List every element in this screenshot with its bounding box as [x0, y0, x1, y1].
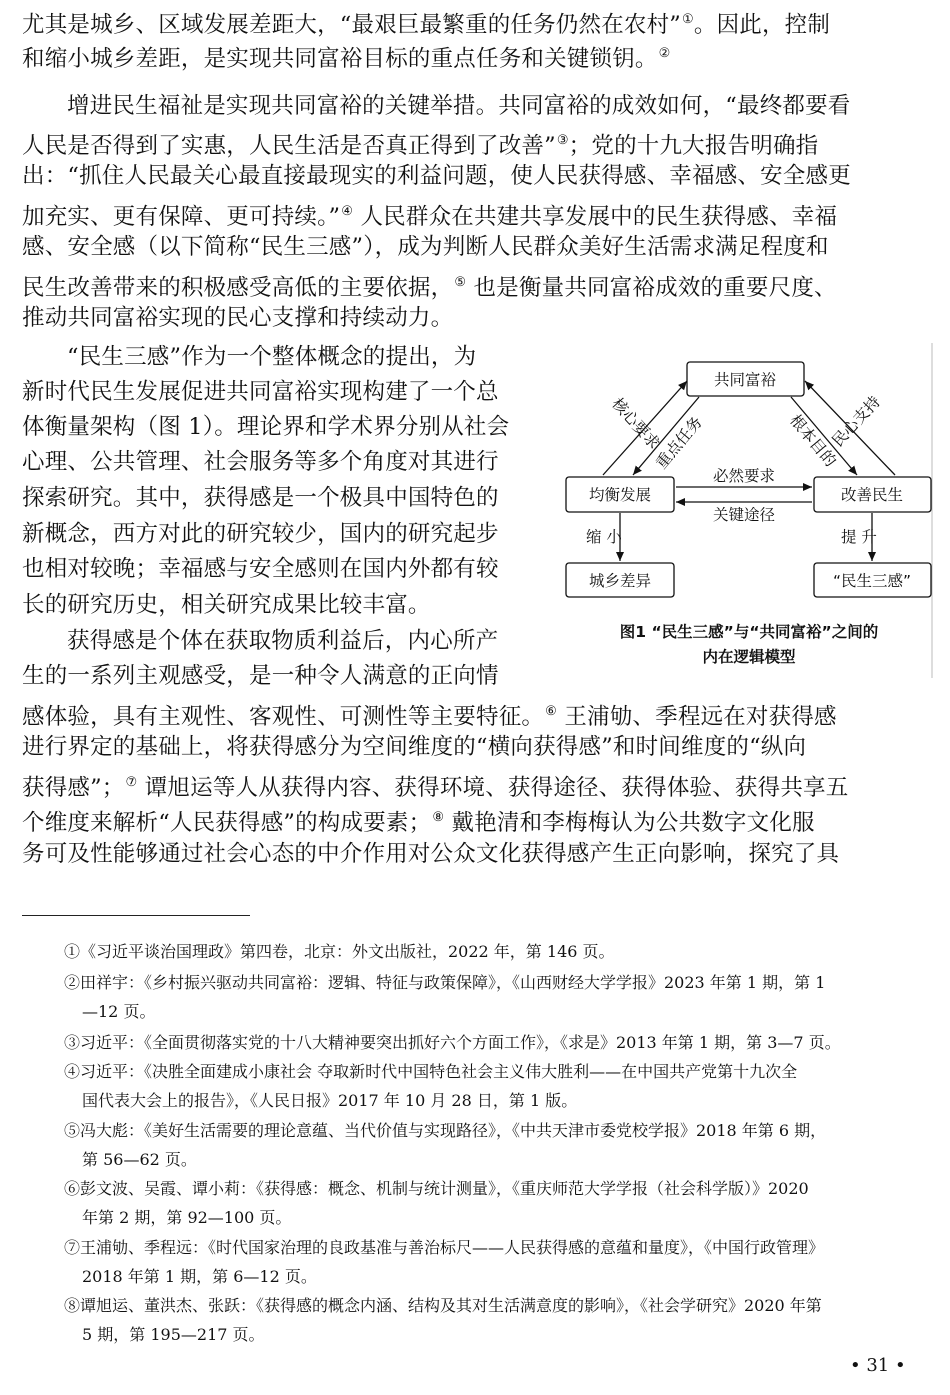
caption-line: 内在逻辑模型 — [702, 648, 796, 666]
text-run: 新时代民生发展促进共同富裕实现构建了一个总 — [22, 379, 499, 405]
caption-line: 图1 “民生三感”与“共同富裕”之间的 — [619, 623, 879, 641]
text-run: 探索研究。其中，获得感是一个极具中国特色的 — [22, 485, 499, 511]
text-run: 进行界定的基础上，将获得感分为空间维度的“横向获得感”和时间维度的“纵向 — [22, 734, 807, 760]
text-run: 增进民生福祉是实现共同富裕的关键举措。共同富裕的成效如何，“最终都要看 — [67, 93, 851, 119]
text-run: 王浦劬、季程远在对获得感 — [556, 704, 837, 730]
body-line — [22, 517, 499, 551]
footnote-cont: —12 页。 — [82, 1002, 156, 1021]
body-line — [22, 37, 670, 71]
body-line — [67, 340, 476, 374]
footnote: ⑥彭文波、吴霞、谭小莉：《获得感：概念、机制与统计测量》，《重庆师范大学学报（社会科学版）》2020 — [64, 1179, 809, 1198]
body-line — [22, 695, 837, 729]
footnote-marker[interactable]: ⑦ — [125, 775, 138, 790]
body-line — [22, 801, 815, 835]
text-run: 戴艳清和李梅梅认为公共数字文化服 — [444, 810, 815, 836]
node-label: “民生三感” — [832, 572, 912, 590]
node-label: 均衡发展 — [588, 486, 652, 504]
text-run: 。因此，控制 — [693, 12, 831, 38]
text-run: 生的一系列主观感受，是一种令人满意的正向情 — [22, 663, 499, 689]
text-run: 个维度来解析“人民获得感”的构成要素； — [22, 810, 432, 836]
body-line — [22, 410, 509, 444]
text-run: 人民群众在共建共享发展中的民生获得感、幸福 — [353, 204, 838, 230]
text-run: 民生改善带来的积极感受高低的主要依据， — [22, 275, 454, 301]
footnote-marker[interactable]: ③ — [556, 133, 569, 148]
text-run: “民生三感”作为一个整体概念的提出，为 — [67, 344, 477, 370]
node-label: 城乡差异 — [588, 572, 652, 590]
footnote-cont: 5 期，第 195—217 页。 — [82, 1325, 265, 1344]
footnote: ③习近平：《全面贯彻落实党的十八大精神要突出抓好六个方面工作》，《求是》2013 年第 1 期，第 3—7 页。 — [64, 1033, 841, 1052]
node-label: 共同富裕 — [713, 371, 777, 389]
text-run: 也是衡量共同富裕成效的重要尺度、 — [466, 275, 837, 301]
body-line — [22, 481, 499, 515]
text-run: 长的研究历史，相关研究成果比较丰富。 — [22, 592, 431, 618]
figure-caption — [565, 620, 933, 670]
body-line — [67, 624, 498, 658]
body-line — [22, 659, 499, 693]
footnote-marker[interactable]: ⑧ — [432, 810, 445, 825]
body-line — [67, 89, 851, 123]
text-run: 和缩小城乡差距，是实现共同富裕目标的重点任务和关键锁钥。 — [22, 46, 658, 72]
footnote: ①《习近平谈治国理政》第四卷，北京：外文出版社，2022 年，第 146 页。 — [64, 942, 615, 961]
node-label: 改善民生 — [840, 486, 904, 504]
text-run: 感、安全感（以下简称“民生三感”），成为判断人民群众美好生活需求满足程度和 — [22, 234, 829, 260]
text-run: 体衡量架构（图 1）。理论界和学术界分别从社会 — [22, 414, 510, 440]
body-line — [22, 588, 431, 622]
edge-label: 民心支持 — [828, 392, 885, 451]
text-run: 也相对较晚；幸福感与安全感则在国内外都有较 — [22, 556, 499, 582]
edge-label: 根本目的 — [786, 411, 840, 471]
page-number: • 31 • — [850, 1355, 906, 1376]
text-run: 加充实、更有保障、更可持续。” — [22, 204, 341, 230]
body-line — [22, 230, 829, 264]
footnote-cont: 国代表大会上的报告》，《人民日报》2017 年 10 月 28 日，第 1 版。 — [82, 1091, 578, 1110]
footnote: ⑧谭旭运、董洪杰、张跃：《获得感的概念内涵、结构及其对生活满意度的影响》，《社会学研究》2020 年第 — [64, 1296, 822, 1315]
edge-label: 关键途径 — [712, 506, 776, 524]
text-run: 人民是否得到了实惠，人民生活是否真正得到了改善” — [22, 133, 556, 159]
text-run: ；党的十九大报告明确指 — [568, 133, 819, 159]
body-line — [22, 375, 499, 409]
footnote-marker[interactable]: ⑥ — [545, 704, 557, 719]
footnote: ⑤冯大彪：《美好生活需要的理论意蕴、当代价值与实现路径》，《中共天津市委党校学报》2018 年第 6 期， — [64, 1121, 827, 1140]
body-line — [22, 195, 837, 229]
footnote: ⑦王浦劬、季程远：《时代国家治理的良政基准与善治标尺——人民获得感的意蕴和量度》，《中国行政管理》 — [64, 1238, 825, 1257]
footnote-cont: 年第 2 期，第 92—100 页。 — [82, 1208, 292, 1227]
edge-label: 提 升 — [841, 528, 877, 546]
edge-label: 必然要求 — [712, 467, 776, 485]
footnote-cont: 第 56—62 页。 — [82, 1150, 197, 1169]
edge-label: 缩 小 — [586, 528, 622, 546]
footnote: ④习近平：《决胜全面建成小康社会 夺取新时代中国特色社会主义伟大胜利——在中国共产党第十九次全 — [64, 1062, 798, 1081]
footnote-divider — [22, 915, 250, 916]
text-run: 新概念，西方对此的研究较少，国内的研究起步 — [22, 521, 499, 547]
footnote: ②田祥宇：《乡村振兴驱动共同富裕：逻辑、特征与政策保障》，《山西财经大学学报》2023 年第 1 期，第 1 — [64, 973, 826, 992]
footnote-marker[interactable]: ⑤ — [454, 275, 467, 290]
footnote-cont: 2018 年第 1 期，第 6—12 页。 — [82, 1267, 317, 1286]
text-run: 谭旭运等人从获得内容、获得环境、获得途径、获得体验、获得共享五 — [137, 775, 849, 801]
text-run: 获得感是个体在获取物质利益后，内心所产 — [67, 628, 499, 654]
edge-label: 核心要求 — [608, 394, 664, 453]
text-run: 推动共同富裕实现的民心支撑和持续动力。 — [22, 305, 454, 331]
text-run: 感体验，具有主观性、客观性、可测性等主要特征。 — [22, 704, 545, 730]
body-line — [22, 445, 499, 479]
footnote-marker[interactable]: ① — [682, 12, 694, 27]
text-run: 获得感”； — [22, 775, 125, 801]
body-line — [22, 124, 818, 158]
text-run: 出：“抓住人民最关心最直接最现实的利益问题，使人民获得感、幸福感、安全感更 — [22, 163, 851, 189]
body-line — [22, 837, 839, 871]
footnote-marker[interactable]: ② — [658, 46, 671, 61]
body-line — [22, 3, 830, 37]
edge-label: 重点任务 — [652, 413, 706, 473]
body-line — [22, 766, 848, 800]
body-line — [22, 266, 837, 300]
body-line — [22, 552, 499, 586]
body-line — [22, 301, 453, 335]
body-line — [22, 159, 851, 193]
body-line — [22, 730, 806, 764]
text-run: 心理、公共管理、社会服务等多个角度对其进行 — [22, 449, 499, 475]
text-run: 务可及性能够通过社会心态的中介作用对公众文化获得感产生正向影响，探究了具 — [22, 841, 840, 867]
footnote-marker[interactable]: ④ — [341, 204, 354, 219]
text-run: 尤其是城乡、区域发展差距大，“最艰巨最繁重的任务仍然在农村” — [22, 12, 682, 38]
